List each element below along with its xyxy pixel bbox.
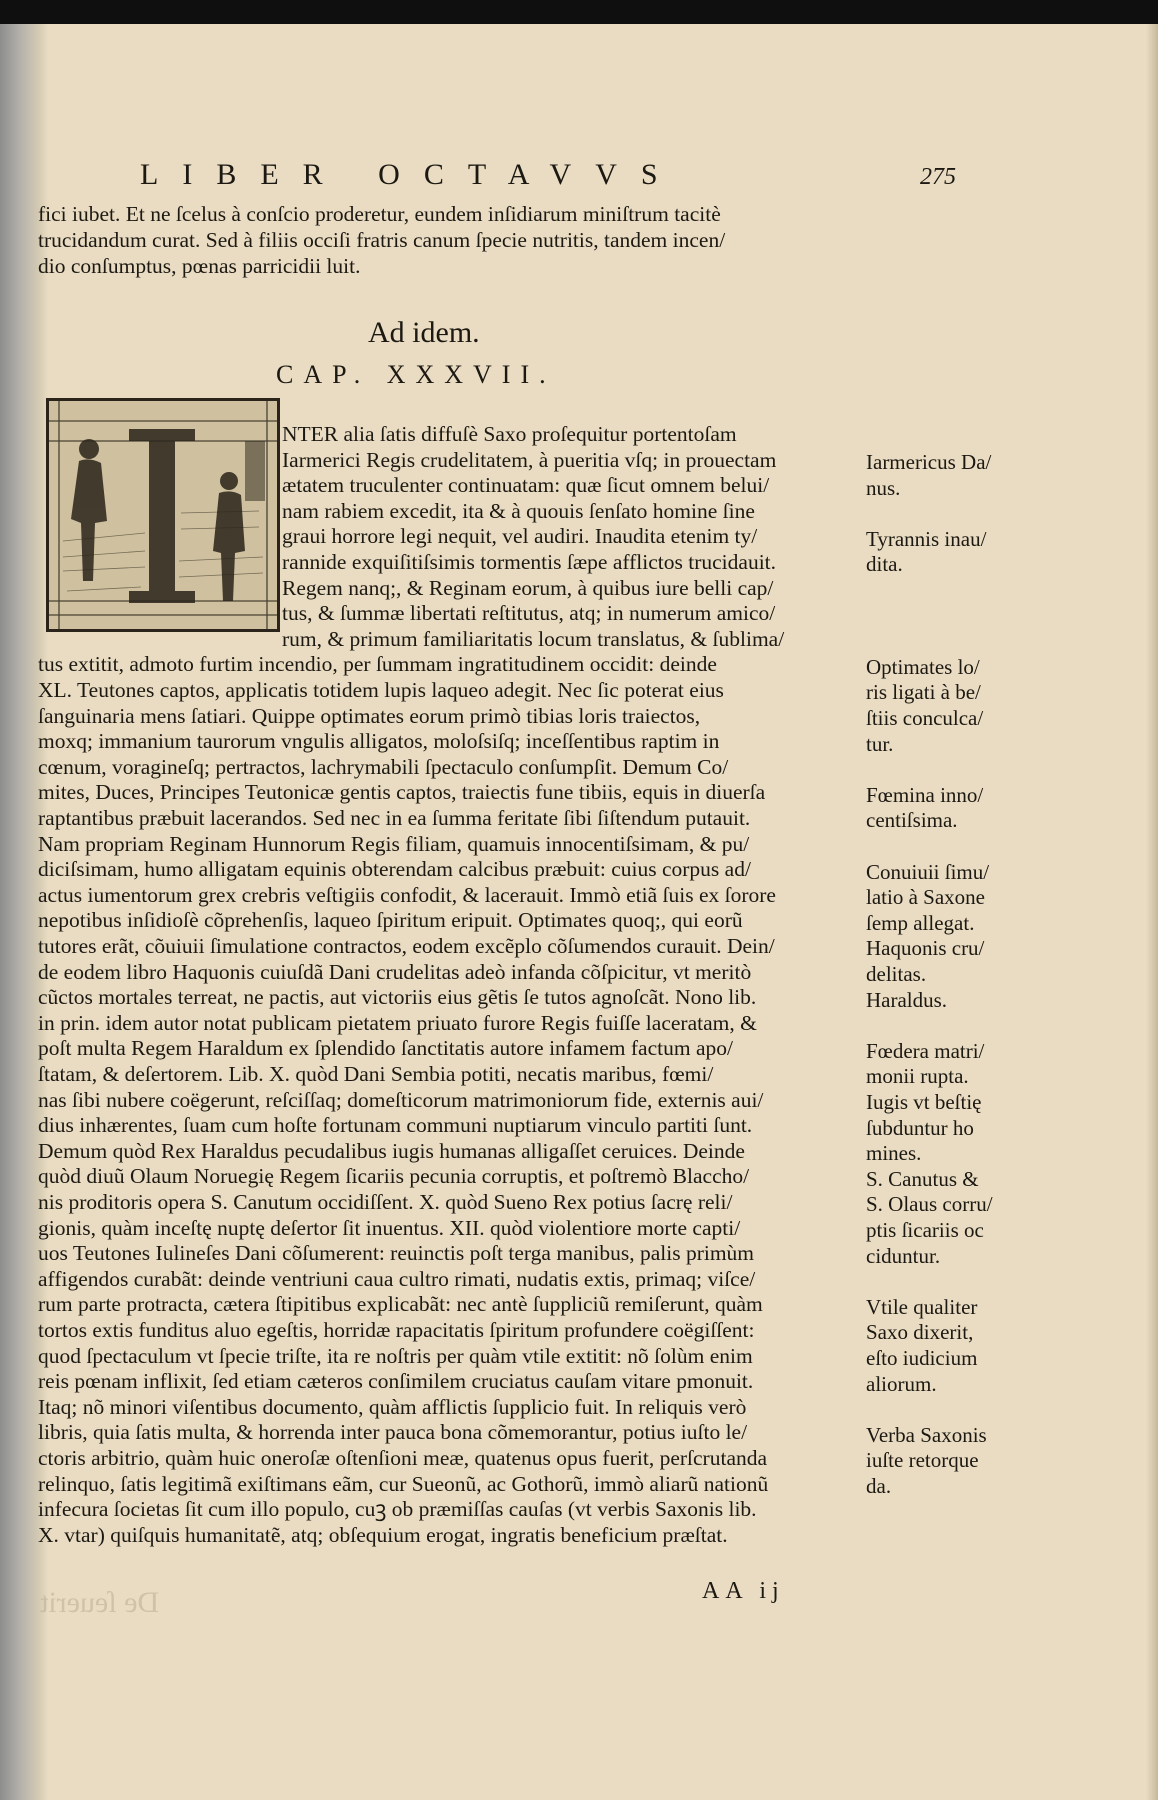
text-line: poſt multa Regem Haraldum ex ſplendido ſanctitatis autore infamem factum apo/ bbox=[38, 1036, 733, 1061]
page-edge bbox=[1146, 24, 1158, 1800]
margin-note: tur. bbox=[866, 731, 894, 756]
text-line: relinquo, ſatis legitimã exiſtimans eãm, cur Sueonũ, ac Gothorũ, immò aliarũ nationũ bbox=[38, 1471, 769, 1496]
text-line: raptantibus præbuit lacerandos. Sed nec in ea ſumma feritate ſibi ſiſtendum putauit. bbox=[38, 806, 751, 830]
text-line: actus iumentorum grex crebris veſtigiis confodit, & lacerauit. Immò etiã ſuis ex ſorore bbox=[38, 882, 776, 907]
text-line: ætatem truculenter continuatam: quæ ſicut omnem belui/ bbox=[282, 473, 770, 498]
signature-mark: AA ij bbox=[702, 1578, 785, 1604]
text-line: rannide exquiſitiſsimis tormentis ſæpe afflictos trucidauit. bbox=[282, 550, 777, 574]
text-line: fici iubet. Et ne ſcelus à conſcio proderetur, eundem inſidiarum miniſtrum tacitè bbox=[38, 202, 721, 226]
text-line: XL. Teutones captos, applicatis totidem lupis laqueo adegit. Nec ſic poterat eius bbox=[38, 678, 724, 702]
margin-note: Haquonis cru/ bbox=[866, 936, 985, 961]
margin-note: iuſte retorque bbox=[866, 1448, 979, 1473]
woodcut-initial-illustration bbox=[46, 398, 280, 632]
margin-note: S. Canutus & bbox=[866, 1166, 979, 1191]
margin-note: mines. bbox=[866, 1141, 922, 1166]
margin-note: Conuiuii ſimu/ bbox=[866, 859, 990, 884]
text-line: uos Teutones Iulineſes Dani cõſumerent: reuinctis poſt terga manibus, palis primùm bbox=[38, 1241, 755, 1266]
text-line: trucidandum curat. Sed à filiis occiſi fratris canum ſpecie nutritis, tandem incen/ bbox=[38, 228, 726, 252]
margin-note: latio à Saxone bbox=[866, 885, 985, 910]
text-line: quod ſpectaculum vt ſpecie triſte, ita re noſtris per quàm vtile extitit: nõ ſolùm enim bbox=[38, 1343, 753, 1368]
margin-note: Iugis vt beſtię bbox=[866, 1090, 982, 1114]
margin-note: Saxo dixerit, bbox=[866, 1320, 974, 1345]
margin-note: ciduntur. bbox=[866, 1243, 941, 1268]
text-line: gionis, quàm inceſtę nuptę deſertor ſit inuentus. XII. quòd violentiore morte capti/ bbox=[38, 1215, 741, 1240]
text-line: libris, quia ſatis multa, & horrenda inter pauca bona cõmemorantur, potius iuſto le/ bbox=[38, 1420, 748, 1445]
margin-note: S. Olaus corru/ bbox=[866, 1192, 993, 1217]
text-line: graui horrore legi nequit, vel audiri. Inaudita etenim ty/ bbox=[282, 524, 758, 549]
text-line: rum, & primum familiaritatis locum translatus, & ſublima/ bbox=[282, 626, 785, 651]
text-line: cũctos mortales terreat, ne pactis, aut victoriis eius gẽtis ſe tutos agnoſcãt. Nono lib. bbox=[38, 985, 757, 1010]
running-head: LIBER OCTAVVS bbox=[140, 158, 682, 191]
margin-note: ris ligati à be/ bbox=[866, 680, 981, 705]
text-line: Regem nanq;, & Reginam eorum, à quibus iure belli cap/ bbox=[282, 575, 774, 600]
text-line: ſanguinaria mens ſatiari. Quippe optimates eorum primò tibias loris traiectos, bbox=[38, 703, 701, 728]
text-line: ſtatam, & deſertorem. Lib. X. quòd Dani Sembia potiti, necatis maribus, fœmi/ bbox=[38, 1062, 714, 1086]
text-line: NTER alia ſatis diffuſè Saxo proſequitur portentoſam bbox=[282, 422, 737, 446]
margin-note: ptis ſicariis oc bbox=[866, 1218, 984, 1242]
text-line: tus extitit, admoto furtim incendio, per ſummam ingratitudinem occidit: deinde bbox=[38, 652, 717, 677]
margin-note: ſemp allegat. bbox=[866, 910, 975, 935]
margin-note: Iarmericus Da/ bbox=[866, 450, 992, 474]
text-line: nas ſibi nubere coëgerunt, reſciſſaq; domeſticorum matrimoniorum fide, externis aui/ bbox=[38, 1087, 764, 1112]
text-line: X. vtar) quiſquis humanitatẽ, atq; obſequium erogat, ingratis beneficium præſtat. bbox=[38, 1522, 728, 1547]
text-line: dius inhærentes, ſuam cum hoſte fortunam communi nuptiarum vinculo partiti ſunt. bbox=[38, 1113, 753, 1138]
text-line: diciſsimam, humo alligatam equinis obterendam calcibus præbuit: cuius corpus ad/ bbox=[38, 857, 751, 882]
text-line: ctoris arbitrio, quàm huic oneroſæ oſtenſioni meæ, quatenus opus fuerit, perſcrutanda bbox=[38, 1446, 768, 1470]
margin-note: Fœmina inno/ bbox=[866, 782, 984, 807]
margin-note: Fœdera matri/ bbox=[866, 1038, 985, 1063]
text-line: in prin. idem autor notat publicam pietatem priuato furore Regis fuiſſe laceratam, & bbox=[38, 1010, 757, 1035]
margin-note: dita. bbox=[866, 552, 903, 577]
margin-note: ſubduntur ho bbox=[866, 1115, 974, 1140]
margin-note: eſto iudicium bbox=[866, 1346, 978, 1370]
text-line: Nam propriam Reginam Hunnorum Regis filiam, quamuis innocentiſsimam, & pu/ bbox=[38, 831, 750, 856]
text-line: Demum quòd Rex Haraldus pecudalibus iugis humanas alligaſſet ceruices. Deinde bbox=[38, 1138, 745, 1163]
woodcut-image bbox=[49, 401, 277, 629]
margin-note: Optimates lo/ bbox=[866, 654, 980, 679]
margin-note: Haraldus. bbox=[866, 987, 948, 1012]
text-line: tus, & ſummæ libertati reſtitutus, atq; in numerum amico/ bbox=[282, 601, 776, 626]
text-line: dio conſumptus, pœnas parricidii luit. bbox=[38, 254, 361, 278]
text-line: affigendos curabãt: deinde ventriuni caua cultro rimati, nudatis extis, primaq; viſce/ bbox=[38, 1266, 756, 1291]
text-line: nis proditoris opera S. Canutum occidiſſent. X. quòd Sueno Rex potius ſacrę reli/ bbox=[38, 1190, 733, 1214]
margin-note: Tyrannis inau/ bbox=[866, 526, 987, 551]
text-line: rum parte protracta, cætera ſtipitibus explicabãt: nec antè ſuppliciũ remiſerunt, quàm bbox=[38, 1292, 763, 1317]
text-line: nepotibus inſidioſè cõprehenſis, laqueo ſpiritum eripuit. Optimates quoq;, qui eorũ bbox=[38, 908, 743, 933]
margin-note: monii rupta. bbox=[866, 1064, 969, 1089]
text-line: cœnum, voragineſq; pertractos, lachrymabili ſpectaculo conſumpſit. Demum Co/ bbox=[38, 754, 729, 779]
margin-note: Verba Saxonis bbox=[866, 1422, 987, 1447]
book-page bbox=[0, 24, 1158, 1800]
text-line: moxq; immanium taurorum vngulis alligatos, moloſsiſq; inceſſentibus raptim in bbox=[38, 729, 720, 754]
text-line: tutores erãt, cõuiuii ſimulatione contractos, eodem excẽplo cõſumendos curauit. Dein/ bbox=[38, 934, 775, 958]
bleed-through-text: De ſeuerit bbox=[40, 1586, 160, 1619]
chapter-heading: Ad idem. bbox=[368, 316, 480, 349]
margin-note: ſtiis conculca/ bbox=[866, 706, 984, 730]
margin-note: nus. bbox=[866, 475, 901, 500]
margin-note: Vtile qualiter bbox=[866, 1294, 978, 1319]
margin-note: da. bbox=[866, 1474, 892, 1498]
chapter-number: CAP. XXXVII. bbox=[276, 360, 556, 389]
margin-note: delitas. bbox=[866, 962, 927, 986]
margin-note: centiſsima. bbox=[866, 808, 958, 833]
text-line: nam rabiem excedit, ita & à quouis ſenſato homine ſine bbox=[282, 498, 755, 523]
text-line: quòd diuũ Olaum Noruegię Regem ſicariis pecunia corruptis, et poſtremò Blaccho/ bbox=[38, 1164, 750, 1189]
text-line: de eodem libro Haquonis cuiuſdã Dani crudelitas adeò infanda cõſpicitur, vt meritò bbox=[38, 959, 752, 984]
text-line: reis pœnam inflixit, ſed etiam cæteros conſimilem cruciatus cauſam vitare pmonuit. bbox=[38, 1369, 754, 1394]
text-line: mites, Duces, Principes Teutonicæ gentis captos, traiectis fune tibiis, equis in diuerſa bbox=[38, 780, 766, 805]
margin-note: aliorum. bbox=[866, 1371, 937, 1396]
text-line: Iarmerici Regis crudelitatem, à pueritia vſq; in prouectam bbox=[282, 447, 777, 472]
text-line: infecura ſocietas ſit cum illo populo, cuꝫ ob præmiſſas cauſas (vt verbis Saxonis lib. bbox=[38, 1497, 757, 1522]
text-line: Itaq; nõ minori viſentibus documento, quàm afflictis ſupplicio fuit. In reliquis verò bbox=[38, 1394, 747, 1419]
page-number: 275 bbox=[920, 164, 956, 190]
text-line: tortos extis funditus aluo egeſtis, horridæ rapacitatis ſpiritum profundere coëgiſſent: bbox=[38, 1318, 755, 1342]
